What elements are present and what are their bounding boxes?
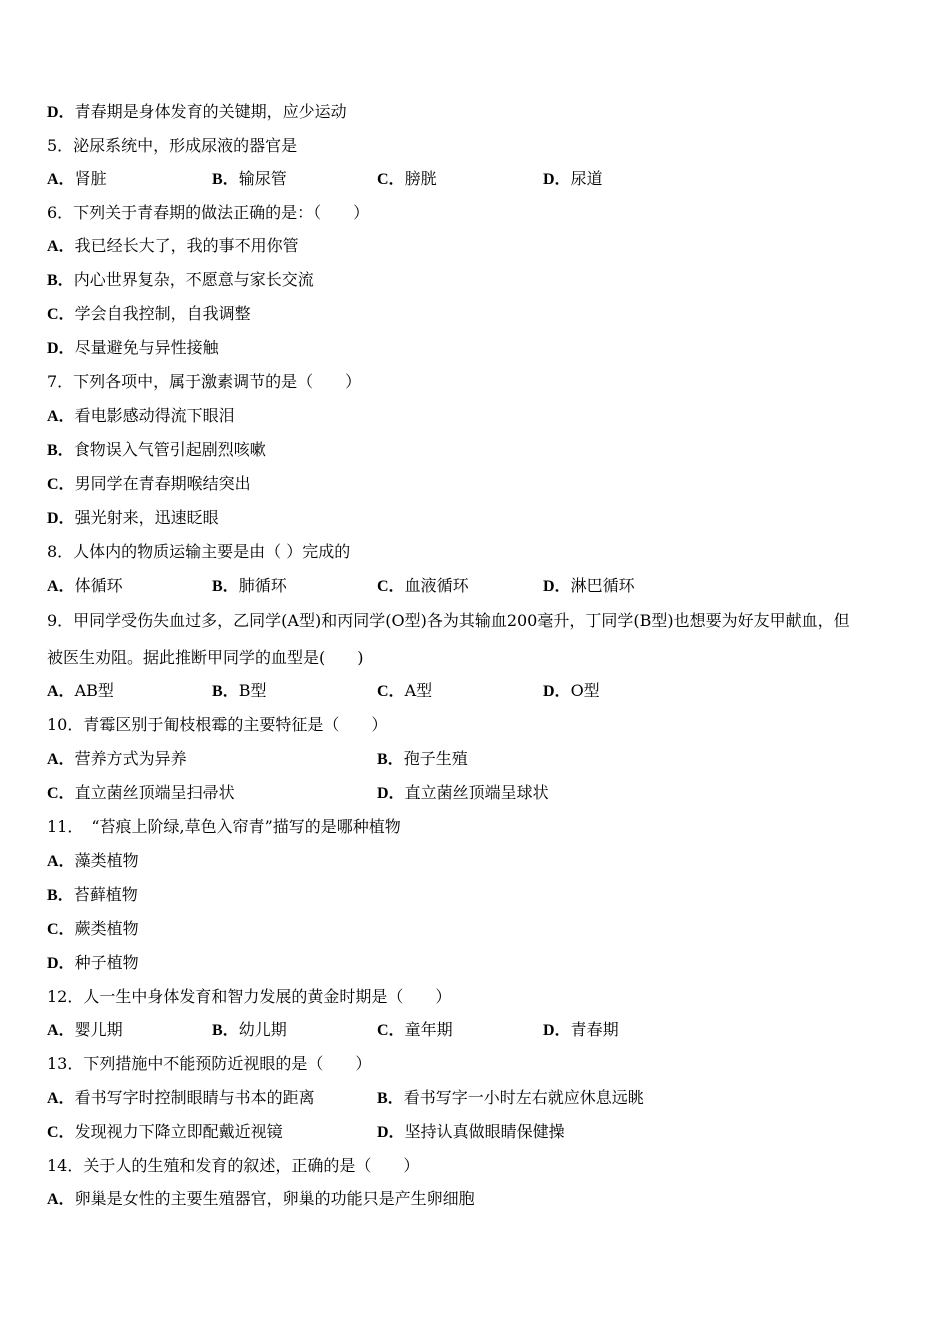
option-text: 藻类植物 — [74, 851, 139, 870]
option-text: 我已经长大了，我的事不用你管 — [74, 236, 299, 255]
option-text: AB型 — [74, 681, 114, 700]
option-label: A． — [47, 408, 75, 425]
answer-option — [47, 1019, 123, 1041]
option-label: A． — [47, 751, 75, 768]
option-label: B． — [377, 1090, 404, 1107]
question-stem: 5．泌尿系统中，形成尿液的器官是 — [47, 136, 298, 155]
question-stem: 7．下列各项中，属于激素调节的是（ ） — [47, 372, 362, 391]
option-text: 肺循环 — [238, 576, 287, 595]
answer-option — [377, 782, 549, 804]
answer-option — [47, 235, 299, 257]
option-text: 看电影感动得流下眼泪 — [74, 406, 235, 425]
question-stem: 6．下列关于青春期的做法正确的是：（ ） — [47, 203, 370, 222]
option-text: 尽量避免与异性接触 — [74, 338, 219, 357]
option-text: 发现视力下降立即配戴近视镜 — [74, 1122, 283, 1141]
question-stem: 14．关于人的生殖和发育的叙述，正确的是（ ） — [47, 1156, 420, 1175]
answer-option — [212, 575, 287, 597]
option-text: 蕨类植物 — [74, 919, 139, 938]
answer-option — [543, 168, 603, 190]
option-label: A． — [47, 1022, 75, 1039]
option-text: 直立菌丝顶端呈扫帚状 — [74, 783, 235, 802]
option-text: 童年期 — [404, 1020, 453, 1039]
answer-option — [47, 337, 219, 359]
answer-option — [47, 680, 114, 702]
option-text: 看书写字时控制眼睛与书本的距离 — [74, 1088, 315, 1107]
option-text: 坚持认真做眼睛保健操 — [404, 1122, 565, 1141]
option-label: D． — [47, 104, 75, 121]
answer-option — [377, 1019, 453, 1041]
option-label: B． — [47, 272, 74, 289]
answer-option — [47, 507, 219, 529]
option-label: C． — [47, 476, 75, 493]
answer-option — [543, 680, 600, 702]
answer-option — [47, 918, 139, 940]
option-text: 孢子生殖 — [403, 749, 468, 768]
option-text: 苔藓植物 — [73, 885, 138, 904]
option-text: 看书写字一小时左右就应休息远眺 — [403, 1088, 644, 1107]
option-text: 膀胱 — [404, 169, 437, 188]
answer-option — [377, 748, 468, 770]
option-label: B． — [47, 442, 74, 459]
option-label: D． — [543, 578, 571, 595]
answer-option — [47, 269, 314, 291]
option-text: 卵巢是女性的主要生殖器官，卵巢的功能只是产生卵细胞 — [74, 1189, 475, 1208]
answer-option — [377, 575, 469, 597]
option-label: A． — [47, 1191, 75, 1208]
option-label: C． — [47, 921, 75, 938]
question-stem: 13．下列措施中不能预防近视眼的是（ ） — [47, 1054, 372, 1073]
answer-option — [47, 748, 187, 770]
question-stem: 8．人体内的物质运输主要是由（ ）完成的 — [47, 542, 351, 561]
option-text: 内心世界复杂，不愿意与家长交流 — [73, 270, 314, 289]
answer-option — [47, 850, 139, 872]
answer-option — [543, 575, 635, 597]
option-label: C． — [377, 171, 405, 188]
answer-option — [377, 168, 437, 190]
option-text: 青春期是身体发育的关键期，应少运动 — [74, 102, 347, 121]
answer-option — [47, 1121, 283, 1143]
option-text: 尿道 — [570, 169, 603, 188]
answer-option — [212, 680, 266, 702]
answer-option — [543, 1019, 619, 1041]
option-text: B型 — [238, 681, 267, 700]
option-label: B． — [212, 171, 239, 188]
option-label: C． — [47, 306, 75, 323]
answer-option — [47, 405, 235, 427]
option-text: 直立菌丝顶端呈球状 — [404, 783, 549, 802]
option-label: C． — [47, 1124, 75, 1141]
option-label: B． — [212, 683, 239, 700]
option-text: 体循环 — [74, 576, 123, 595]
option-text: 血液循环 — [404, 576, 469, 595]
option-text: 婴儿期 — [74, 1020, 123, 1039]
answer-option — [47, 1188, 475, 1210]
option-label: D． — [47, 955, 75, 972]
option-label: B． — [212, 1022, 239, 1039]
option-text: 肾脏 — [74, 169, 107, 188]
question-stem: 9．甲同学受伤失血过多，乙同学(A型)和丙同学(O型)各为其输血200毫升，丁同学(B型)也想要为好友甲献血，但 — [47, 611, 850, 630]
option-label: A． — [47, 853, 75, 870]
option-label: B． — [212, 578, 239, 595]
answer-option — [212, 168, 287, 190]
option-text: 食物误入气管引起剧烈咳嗽 — [73, 440, 266, 459]
option-text: 青春期 — [570, 1020, 619, 1039]
option-label: A． — [47, 683, 75, 700]
option-text: 种子植物 — [74, 953, 139, 972]
option-text: 男同学在青春期喉结突出 — [74, 474, 251, 493]
answer-option — [47, 952, 139, 974]
option-label: C． — [377, 683, 405, 700]
option-label: D． — [47, 510, 75, 527]
answer-option — [47, 884, 138, 906]
option-label: B． — [47, 887, 74, 904]
option-text: 输尿管 — [238, 169, 287, 188]
option-label: C． — [377, 1022, 405, 1039]
option-text: O型 — [570, 681, 600, 700]
option-label: D． — [543, 1022, 571, 1039]
option-label: D． — [47, 340, 75, 357]
option-label: A． — [47, 1090, 75, 1107]
answer-option — [47, 168, 107, 190]
question-stem: 12．人一生中身体发育和智力发展的黄金时期是（ ） — [47, 987, 452, 1006]
answer-option — [47, 575, 123, 597]
option-text: 学会自我控制，自我调整 — [74, 304, 251, 323]
option-label: D． — [377, 1124, 405, 1141]
option-label: D． — [377, 785, 405, 802]
option-label: A． — [47, 578, 75, 595]
option-label: D． — [543, 683, 571, 700]
answer-option — [47, 101, 347, 123]
option-text: 淋巴循环 — [570, 576, 635, 595]
answer-option — [377, 680, 432, 702]
option-label: A． — [47, 238, 75, 255]
option-text: 幼儿期 — [238, 1020, 287, 1039]
answer-option — [377, 1087, 644, 1109]
option-text: 强光射来，迅速眨眼 — [74, 508, 219, 527]
option-label: A． — [47, 171, 75, 188]
answer-option — [47, 303, 251, 325]
answer-option — [212, 1019, 287, 1041]
answer-option — [47, 782, 235, 804]
answer-option — [47, 1087, 315, 1109]
question-stem: 11． “苔痕上阶绿,草色入帘青”描写的是哪种植物 — [47, 817, 401, 836]
option-text: 营养方式为异养 — [74, 749, 187, 768]
option-label: C． — [377, 578, 405, 595]
option-label: D． — [543, 171, 571, 188]
question-stem: 被医生劝阻。据此推断甲同学的血型是( ) — [47, 648, 364, 667]
answer-option — [377, 1121, 565, 1143]
option-label: C． — [47, 785, 75, 802]
answer-option — [47, 473, 251, 495]
option-label: B． — [377, 751, 404, 768]
option-text: A型 — [404, 681, 433, 700]
question-stem: 10．青霉区别于匍枝根霉的主要特征是（ ） — [47, 715, 388, 734]
answer-option — [47, 439, 266, 461]
